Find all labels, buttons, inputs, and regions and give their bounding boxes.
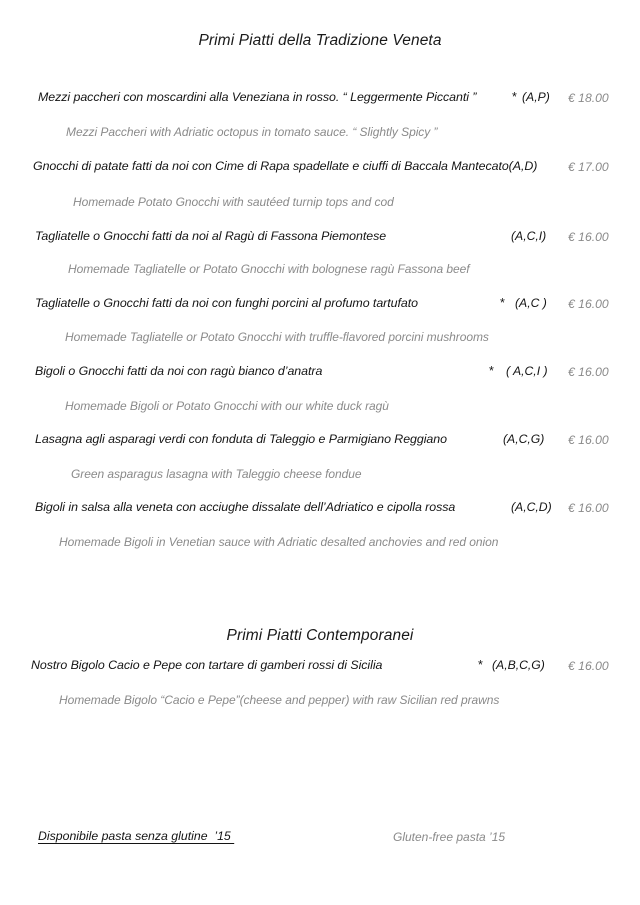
- item-name: Bigoli in salsa alla veneta con acciughe dissalate dell’Adriatico e cipolla rossa: [35, 500, 456, 514]
- item-description: Homemade Potato Gnocchi with sautéed turnip tops and cod: [73, 195, 394, 209]
- item-name: Tagliatelle o Gnocchi fatti da noi con funghi porcini al profumo tartufato: [35, 296, 418, 310]
- gluten-free-note: Disponibile pasta senza glutine ’15: [38, 829, 235, 843]
- item-price: € 16.00: [568, 230, 609, 244]
- item-allergens: (A,C,D): [511, 500, 552, 514]
- spicy-asterisk-icon: *: [478, 658, 483, 672]
- item-description: Green asparagus lasagna with Taleggio cheese fondue: [71, 467, 362, 481]
- section-title-tradizione: Primi Piatti della Tradizione Veneta: [198, 32, 442, 49]
- item-description: Homemade Bigoli or Potato Gnocchi with our white duck ragù: [65, 399, 389, 413]
- item-allergens: (A,B,C,G): [492, 658, 545, 672]
- item-description: Homemade Bigolo “Cacio e Pepe”(cheese and pepper) with raw Sicilian red prawns: [59, 693, 500, 707]
- item-allergens: (A,P): [522, 90, 550, 104]
- item-description: Homemade Tagliatelle or Potato Gnocchi with bolognese ragù Fassona beef: [68, 262, 470, 276]
- item-allergens: (A,C,I): [511, 229, 547, 243]
- item-price: € 16.00: [568, 297, 609, 311]
- item-allergens: ( A,C,I ): [506, 364, 548, 378]
- item-name: Gnocchi di patate fatti da noi con Cime di Rapa spadellate e ciuffi di Baccala Mantecato(A,D): [33, 159, 538, 173]
- item-name: Tagliatelle o Gnocchi fatti da noi al Ragù di Fassona Piemontese: [35, 229, 387, 243]
- gluten-free-note-translation: Gluten-free pasta ’15: [393, 830, 506, 844]
- section-title-contemporanei: Primi Piatti Contemporanei: [226, 627, 414, 644]
- item-name: Lasagna agli asparagi verdi con fonduta di Taleggio e Parmigiano Reggiano: [35, 432, 447, 446]
- item-price: € 16.00: [568, 659, 609, 673]
- item-price: € 17.00: [568, 160, 609, 174]
- item-description: Mezzi Paccheri with Adriatic octopus in tomato sauce. “ Slightly Spicy ”: [66, 125, 438, 139]
- item-allergens: (A,C,G): [503, 432, 545, 446]
- item-price: € 16.00: [568, 433, 609, 447]
- item-name: Mezzi paccheri con moscardini alla Veneziana in rosso. “ Leggermente Piccanti ”: [38, 90, 477, 104]
- item-description: Homemade Tagliatelle or Potato Gnocchi with truffle-flavored porcini mushrooms: [65, 330, 489, 344]
- item-description: Homemade Bigoli in Venetian sauce with Adriatic desalted anchovies and red onion: [59, 535, 499, 549]
- item-price: € 18.00: [568, 91, 609, 105]
- spicy-asterisk-icon: *: [500, 296, 505, 310]
- item-price: € 16.00: [568, 501, 609, 515]
- item-price: € 16.00: [568, 365, 609, 379]
- item-name: Bigoli o Gnocchi fatti da noi con ragù bianco d’anatra: [35, 364, 323, 378]
- spicy-asterisk-icon: *: [512, 90, 517, 104]
- spicy-asterisk-icon: *: [489, 364, 494, 378]
- item-name: Nostro Bigolo Cacio e Pepe con tartare di gamberi rossi di Sicilia: [31, 658, 383, 672]
- item-allergens: (A,C ): [515, 296, 547, 310]
